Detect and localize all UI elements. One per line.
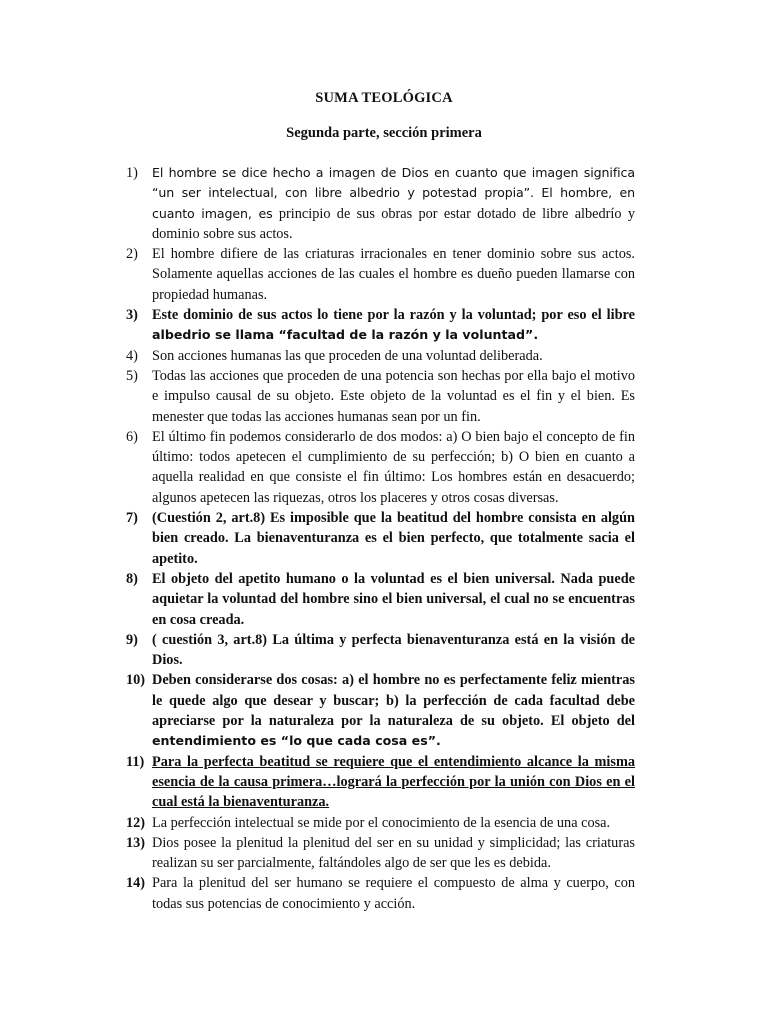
item-text: principio de sus obras por estar dotado de libre albedrío y dominio sobre sus actos.: [152, 205, 635, 242]
list-item: [126, 305, 635, 346]
item-number: 11): [126, 753, 145, 770]
list-item: [126, 569, 635, 630]
item-number: 12): [126, 814, 146, 831]
item-number: 8): [126, 570, 138, 587]
item-number: 3): [126, 307, 138, 324]
document-subtitle: Segunda parte, sección primera: [286, 125, 482, 141]
item-number: 9): [126, 631, 138, 648]
item-text: albedrio se llama “facultad de la razón y la voluntad”.: [152, 327, 539, 343]
list-item: [126, 833, 635, 874]
list-item: [126, 752, 635, 813]
item-number: 4): [126, 347, 138, 364]
list-item: [126, 346, 635, 366]
item-number: 14): [126, 875, 146, 892]
item-text: El último fin podemos considerarlo de dos modos: a) O bien bajo el concepto de fin último: todos apetecen el cumplimiento de su perfección; b) O bien en cuanto a aquella realidad en que consiste el fin último: Los hombres están en desacuerdo; algunos apetecen las riquezas, otros los placeres y otros cosas diversas.: [152, 428, 635, 506]
list-item: [126, 508, 635, 569]
item-text: Todas las acciones que proceden de una potencia son hechas por ella bajo el motivo e impulso causal de su objeto. Este objeto de la voluntad es el fin y el bien. Es menester que todas las acciones humanas sean por un fin.: [152, 367, 635, 425]
item-number: 7): [126, 510, 138, 527]
item-number: 2): [126, 246, 138, 263]
item-text: Este dominio de sus actos lo tiene por la razón y la voluntad; por eso el libre: [152, 307, 635, 324]
list-item: [126, 873, 635, 914]
list-item: [126, 813, 635, 833]
item-text: El hombre se dice hecho a imagen de Dios en cuanto que imagen significa “un ser intelectual, con libre albedrio y potestad propia”. El hombre, en cuanto imagen, es: [152, 165, 635, 221]
list-item: [126, 670, 635, 751]
list-item: [126, 163, 635, 244]
item-number: 10): [126, 672, 146, 689]
item-number: 6): [126, 428, 138, 445]
list-item: [126, 427, 635, 508]
numbered-list: [126, 163, 635, 914]
item-text: La perfección intelectual se mide por el conocimiento de la esencia de una cosa.: [152, 814, 611, 831]
item-text: ( cuestión 3, art.8) La última y perfecta bienaventuranza está en la visión de Dios.: [152, 631, 635, 669]
item-text: El objeto del apetito humano o la voluntad es el bien universal. Nada puede aquietar la voluntad del hombre sino el bien universal, el cual no se encuentras en cosa creada.: [152, 570, 635, 628]
item-text: Para la plenitud del ser humano se requiere el compuesto de alma y cuerpo, con todas sus potencias de conocimiento y acción.: [152, 875, 635, 912]
item-number: 13): [126, 834, 146, 851]
list-item: [126, 244, 635, 305]
list-item: [126, 366, 635, 427]
item-text: Deben considerarse dos cosas: a) el hombre no es perfectamente feliz mientras le quede algo que desear y buscar; b) la perfección de cada facultad debe apreciarse por la naturaleza por la naturaleza de su objeto. El objeto del: [152, 672, 635, 730]
item-text: El hombre difiere de las criaturas irracionales en tener dominio sobre sus actos. Solamente aquellas acciones de las cuales el hombre es dueño pueden llamarse con propiedad humanas.: [152, 246, 635, 303]
item-text: Dios posee la plenitud la plenitud del ser en su unidad y simplicidad; las criaturas realizan su ser parcialmente, faltándoles algo de ser que les es debida.: [152, 834, 635, 872]
list-item: [126, 630, 635, 671]
document-title: SUMA TEOLÓGICA: [315, 90, 453, 106]
item-text: Son acciones humanas las que proceden de una voluntad deliberada.: [152, 347, 543, 364]
item-number: 5): [126, 367, 138, 384]
item-text: entendimiento es “lo que cada cosa es”.: [152, 733, 441, 749]
item-number: 1): [126, 165, 138, 181]
item-text: Para la perfecta beatitud se requiere que el entendimiento alcance la misma esencia de la causa primera…logrará la perfección por la unión con Dios en el cual está la bienaventuranza.: [152, 753, 635, 811]
item-text: (Cuestión 2, art.8) Es imposible que la beatitud del hombre consista en algún bien creado. La bienaventuranza es el bien perfecto, que totalmente sacia el apetito.: [152, 510, 635, 567]
